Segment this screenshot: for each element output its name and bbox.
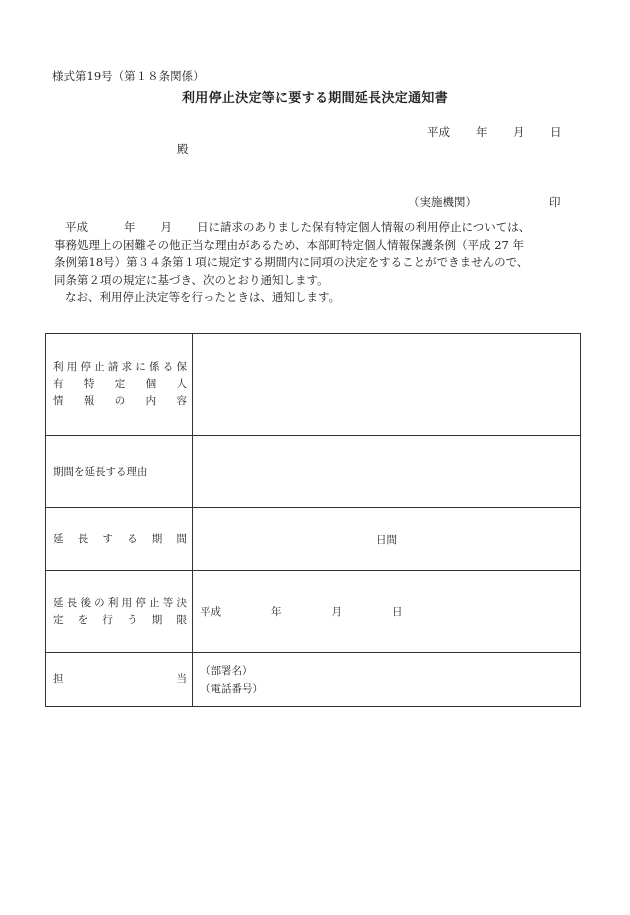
value-extension-reason[interactable] — [193, 436, 581, 508]
label-extension-period: 延 長 す る 期 間 — [46, 508, 193, 571]
date-month: 月 — [513, 125, 525, 139]
body-year: 年 — [124, 220, 136, 234]
deadline-year: 年 — [271, 606, 282, 618]
department-name: （部署名） — [200, 664, 253, 677]
body-line-4: 同条第２項の規定に基づき、次のとおり通知します。 — [54, 272, 329, 287]
deadline-month: 月 — [331, 606, 342, 618]
form-number: 様式第19号（第１８条関係） — [52, 69, 205, 83]
date-day: 日 — [550, 125, 562, 139]
notice-body — [54, 219, 569, 307]
value-contact[interactable] — [193, 653, 581, 707]
value-decision-deadline[interactable] — [193, 571, 581, 653]
body-line-1 — [54, 219, 569, 237]
body-line-5: なお、利用停止決定等を行ったときは、通知します。 — [65, 290, 341, 304]
table-row-contact — [46, 653, 581, 707]
table-row-reason — [46, 436, 581, 508]
body-month: 月 — [160, 220, 172, 234]
body-line-2: 事務処理上の困難その他正当な理由があるため、本部町特定個人情報保護条例（平成 27 年 — [54, 237, 524, 252]
notice-table — [45, 333, 581, 707]
addressee-suffix: 殿 — [177, 142, 189, 156]
table-row-deadline — [46, 571, 581, 653]
value-personal-info-content[interactable] — [193, 334, 581, 436]
seal-mark: 印 — [549, 195, 561, 209]
label-extension-reason: 期間を延長する理由 — [46, 436, 193, 508]
value-extension-period[interactable] — [193, 508, 581, 571]
label-line: 利 用 停 止 請 求 に 係 る 保 — [53, 361, 187, 373]
label-personal-info-content — [46, 334, 193, 436]
table-row-content — [46, 334, 581, 436]
label-contact-person: 担 当 — [46, 653, 193, 707]
date-year: 年 — [476, 125, 488, 139]
document-title: 利用停止決定等に要する期間延長決定通知書 — [181, 91, 448, 106]
days-unit: 日間 — [376, 533, 397, 546]
date-era: 平成 — [427, 125, 450, 139]
label-line: 情 報 の 内 容 — [53, 395, 187, 407]
body-era: 平成 — [65, 220, 88, 234]
table-row-period — [46, 508, 581, 571]
deadline-era: 平成 — [200, 606, 221, 618]
body-line-1-text: 日に請求のありました保有特定個人情報の利用停止については、 — [197, 220, 531, 234]
body-line-3: 条例第18号）第３４条第１項に規定する期間内に同項の決定をすることができませんので、 — [54, 255, 529, 269]
label-line: 有 特 定 個 人 — [53, 378, 187, 390]
label-decision-deadline: 延 長 後 の 利 用 停 止 等 決 定 を 行 う 期 限 — [46, 571, 193, 653]
deadline-day: 日 — [392, 606, 403, 618]
agency-label: （実施機関） — [408, 195, 477, 209]
phone-number: （電話番号） — [200, 682, 263, 695]
